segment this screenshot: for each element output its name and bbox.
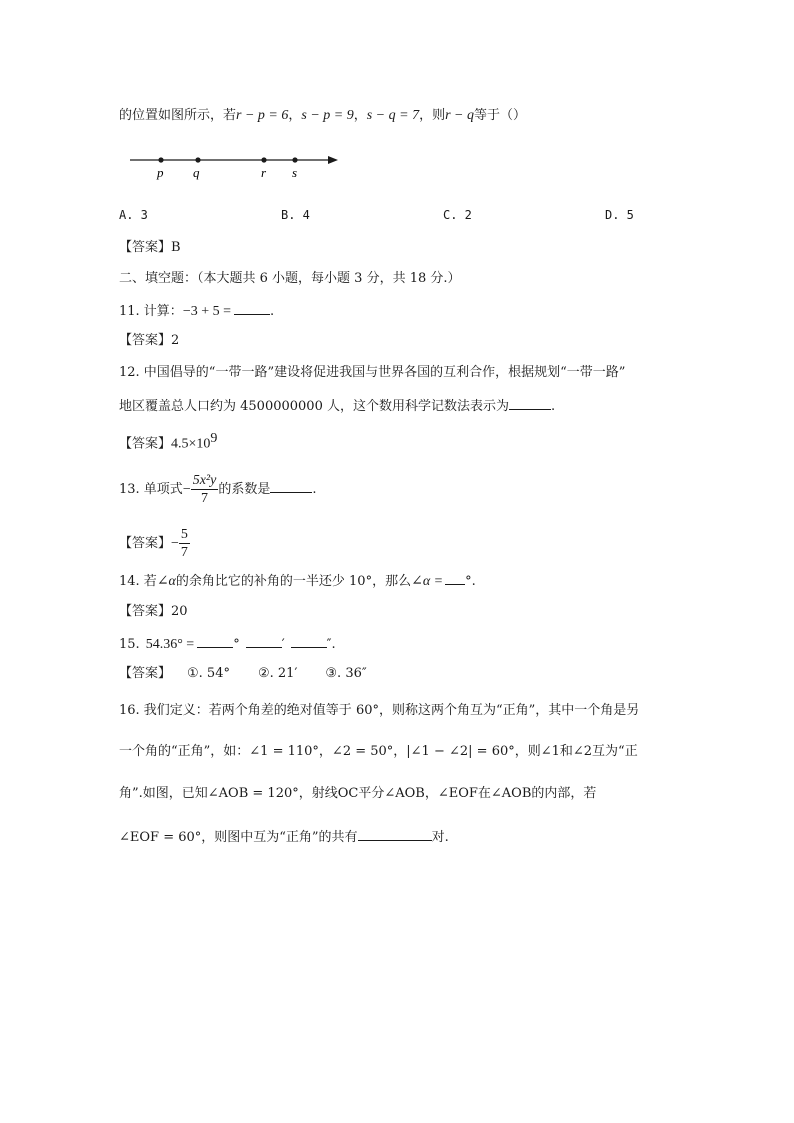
q10-answer: 【答案】B <box>119 240 181 255</box>
point-label-r: r <box>261 165 267 180</box>
q16-line1: 16. 我们定义：若两个角差的绝对值等于 60°，则称这两个角互为“正角”，其中一个角是另 <box>119 703 640 718</box>
q16-blank <box>358 827 432 841</box>
q15-blank-seconds <box>291 634 327 648</box>
option-d: D. 5 <box>605 208 634 222</box>
q10-eq1: r − p = 6 <box>236 108 289 123</box>
q15-expr: 54.36° = <box>145 637 195 652</box>
q12-line1: 12. 中国倡导的“一带一路”建设将促进我国与世界各国的互利合作，根据规划“一带一路” <box>119 365 626 380</box>
q11-stem <box>119 301 274 321</box>
q13-fraction <box>191 472 219 507</box>
point-label-p: p <box>157 165 164 180</box>
q13-stem <box>119 470 317 510</box>
q13-prefix: 13. 单项式 <box>119 482 183 497</box>
q13-answer-denominator: 7 <box>180 545 188 560</box>
q13-answer-label: 【答案】 <box>119 536 172 551</box>
q11-expr: −3 + 5 = <box>182 304 231 319</box>
q12-end: . <box>550 399 556 414</box>
q10-stem <box>119 107 526 125</box>
q15-answer <box>119 665 367 683</box>
q11-answer: 【答案】2 <box>119 333 180 348</box>
q11-prefix: 11. 计算： <box>119 304 183 319</box>
q12-line2 <box>119 396 555 416</box>
number-line-arrowhead <box>328 156 338 164</box>
q15-unit-degree: ° <box>233 637 240 652</box>
q16-line4 <box>119 827 449 847</box>
section-heading: 二、填空题：（本大题共 6 小题，每小题 3 分，共 18 分.） <box>119 271 461 286</box>
q15-unit-minute: ′ <box>281 637 285 652</box>
q13-answer-fraction <box>179 526 190 561</box>
q13-answer-minus: − <box>171 536 179 551</box>
q13-numerator: 5x²y <box>192 473 217 488</box>
q14-prefix: 14. 若 <box>119 574 157 589</box>
q15-unit-second: ″. <box>326 637 336 652</box>
point-p <box>158 157 163 162</box>
q16-line4-end: 对. <box>431 830 449 845</box>
q10-sep2: ， <box>353 108 367 123</box>
q16-line3: 角”.如图，已知∠AOB = 120°，射线OC平分∠AOB，∠EOF在∠AOB的内部，若 <box>119 786 597 801</box>
q14-end: °. <box>465 574 476 589</box>
q14-text: 的余角比它的补角的一半还少 10°，那么 <box>175 574 412 589</box>
q11-end: . <box>270 304 275 319</box>
q10-eq4: r − q <box>445 108 474 123</box>
q10-intro: 的位置如图所示，若 <box>119 108 237 123</box>
option-c: C. 2 <box>443 208 472 222</box>
q15-stem <box>119 634 336 654</box>
q13-end: . <box>312 482 317 497</box>
q15-answer-3: ③. 36″ <box>325 666 367 681</box>
q14-blank <box>445 571 465 585</box>
q15-answer-2: ②. 21′ <box>257 666 298 681</box>
point-r <box>261 157 266 162</box>
q15-blank-minutes <box>246 634 282 648</box>
q10-tail: 等于（） <box>474 108 527 123</box>
q15-blank-degrees <box>197 634 233 648</box>
q14-angle-eq: ∠α = <box>411 574 444 589</box>
q13-answer-numerator: 5 <box>180 527 188 542</box>
q12-answer-exponent: 9 <box>210 431 218 446</box>
q10-eq3: s − q = 7 <box>366 108 420 123</box>
q13-denominator: 7 <box>201 491 209 506</box>
option-b: B. 4 <box>281 208 310 222</box>
q12-answer <box>119 430 217 453</box>
q16-line4-text: ∠EOF = 60°，则图中互为“正角”的共有 <box>119 830 358 845</box>
q15-answer-1: ①. 54° <box>187 666 230 681</box>
point-label-q: q <box>193 165 200 180</box>
q13-suffix: 的系数是 <box>218 482 271 497</box>
q13-minus: − <box>182 482 191 497</box>
q14-angle: ∠α <box>156 574 176 589</box>
q12-blank <box>509 396 551 410</box>
point-q <box>195 157 200 162</box>
q10-mid: ，则 <box>419 108 446 123</box>
q16-line2: 一个角的“正角”，如：∠1 = 110°，∠2 = 50°，|∠1 − ∠2| = 60°，则∠1和∠2互为“正 <box>119 744 638 759</box>
q11-blank <box>234 301 270 315</box>
option-a: A. 3 <box>119 208 148 222</box>
q12-line2-text: 地区覆盖总人口约为 4500000000 人，这个数用科学记数法表示为 <box>119 399 509 414</box>
q10-sep1: ， <box>288 108 302 123</box>
q10-eq2: s − p = 9 <box>301 108 354 123</box>
q14-answer: 【答案】20 <box>119 604 188 619</box>
point-label-s: s <box>292 165 298 180</box>
q14-stem <box>119 571 476 591</box>
q13-answer <box>119 524 190 564</box>
q12-answer-base: 4.5×10 <box>171 436 211 452</box>
q13-blank <box>270 479 312 493</box>
point-s <box>292 157 297 162</box>
q15-prefix: 15. <box>119 637 140 652</box>
q12-answer-label: 【答案】 <box>119 436 172 452</box>
q15-answer-label: 【答案】 <box>119 666 172 681</box>
number-line-figure <box>120 148 350 184</box>
